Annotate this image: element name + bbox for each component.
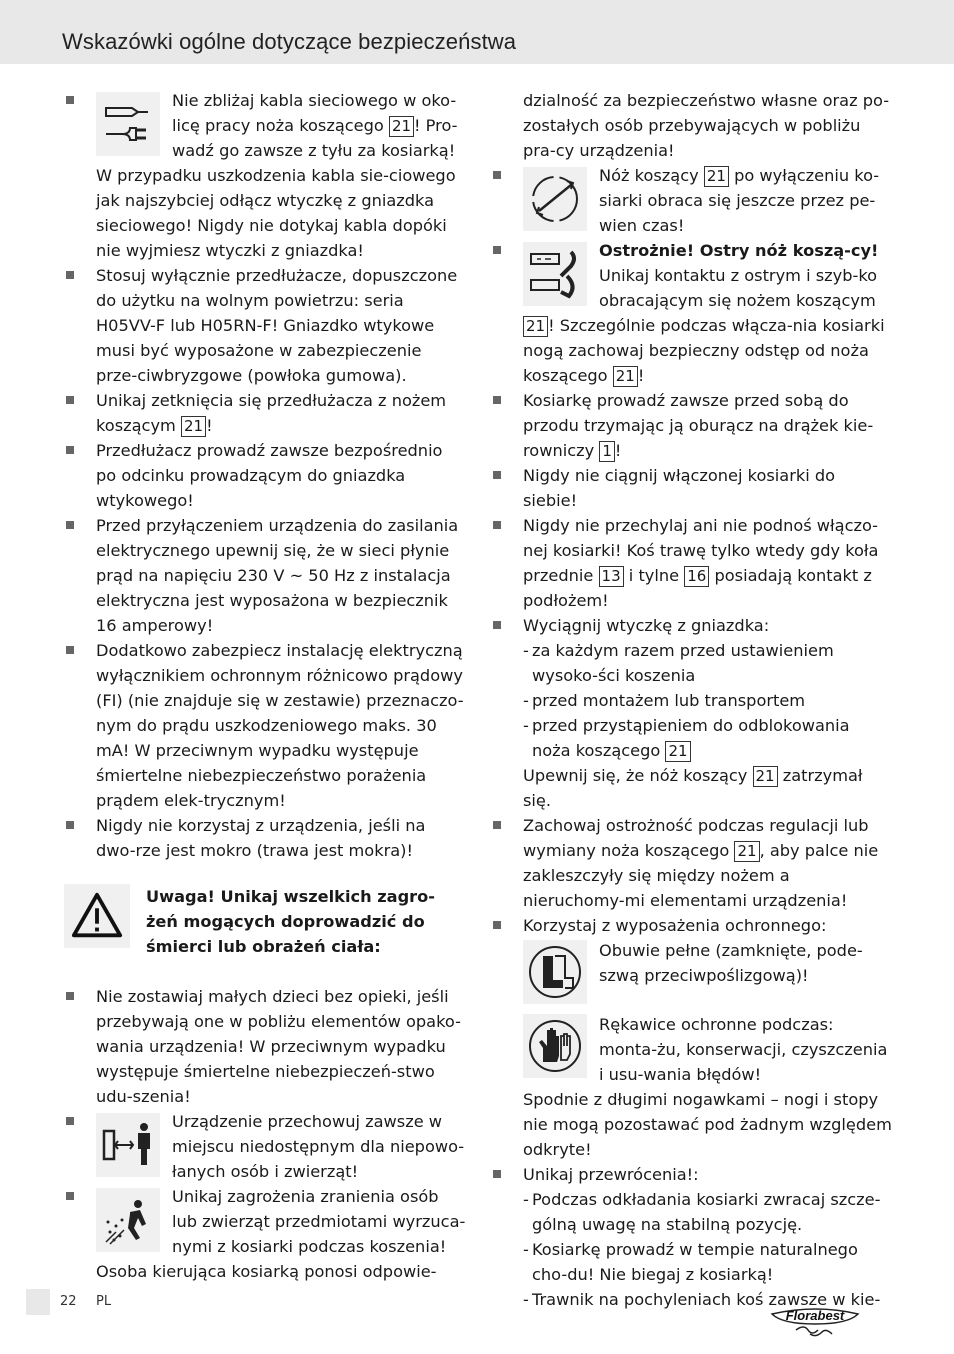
part-number: 21 <box>753 766 778 787</box>
part-number: 21 <box>613 366 638 387</box>
sub-item: - za każdym razem przed ustawieniem wysoko-ści koszenia <box>523 641 834 685</box>
cable-plug-icon <box>96 92 160 156</box>
item-text: posiadają kontakt z podłożem! <box>523 566 872 610</box>
list-item <box>489 388 893 463</box>
warning-box <box>64 884 466 959</box>
item-text: Nigdy nie korzystaj z urządzenia, jeśli na dwo-rze jest mokro (trawa jest mokra)! <box>96 816 426 860</box>
warning-triangle-icon <box>64 884 130 948</box>
item-text: i tylne <box>628 566 680 585</box>
item-text: Unikaj zagrożenia zranienia osób lub zwierząt przedmiotami wyrzuca-nymi z kosiarki podczas koszenia! Osoba kierująca kosiarką ponosi odpowie- <box>96 1187 466 1281</box>
bullet <box>66 1192 74 1200</box>
bullet <box>493 246 501 254</box>
bullet <box>66 396 74 404</box>
list-item <box>62 984 466 1109</box>
bullet <box>493 621 501 629</box>
list-item <box>62 88 466 263</box>
bullet <box>66 821 74 829</box>
item-text: Przed przyłączeniem urządzenia do zasilania elektrycznego upewnij się, że w sieci płynie prąd na napięciu 230 V ~ 50 Hz z instalacja elektryczna jest wyposażona w bezpiecznik 16 amperowy! <box>96 516 459 635</box>
paragraph <box>489 763 893 813</box>
sub-item: - przed przystąpieniem do odblokowania noża koszącego 21 <box>523 716 850 760</box>
list-item <box>62 638 466 813</box>
item-text: Unikaj zetknięcia się przedłużacza z nożem koszącym <box>96 391 447 435</box>
item-text: Nóż koszący <box>599 166 699 185</box>
bullet <box>66 271 74 279</box>
item-text: Rękawice ochronne podczas: monta-żu, konserwacji, czyszczenia i usu-wania błędów! <box>599 1015 888 1084</box>
part-number: 21 <box>523 316 548 337</box>
keep-away-icon <box>96 1113 160 1177</box>
part-number: 1 <box>599 441 615 462</box>
safety-boots-icon <box>523 940 587 1004</box>
bullet <box>493 471 501 479</box>
part-number: 21 <box>734 841 759 862</box>
page-number: 22 <box>60 1294 77 1309</box>
item-text: Urządzenie przechowuj zawsze w miejscu niedostępnym dla niepowo-łanych osób i zwierząt! <box>172 1112 465 1181</box>
item-text: Kosiarkę prowadź w tempie naturalnego cho-du! Nie biegaj z kosiarką! <box>532 1240 858 1284</box>
bullet <box>66 521 74 529</box>
item-text: Obuwie pełne (zamknięte, pode-szwą przeciwpoślizgową)! <box>599 941 863 985</box>
warning-text: Uwaga! Unikaj wszelkich zagro-żeń mogących doprowadzić do śmierci lub obrażeń ciała: <box>146 887 436 956</box>
sub-item: - Podczas odkładania kosiarki zwracaj szcze-gólną uwagę na stabilną pozycję. <box>523 1190 881 1234</box>
language-code: PL <box>96 1294 112 1309</box>
list-item <box>62 1184 466 1284</box>
item-text: Korzystaj z wyposażenia ochronnego: <box>523 916 827 935</box>
list-item <box>489 163 893 238</box>
item-text: ! Szczególnie podczas włącza-nia kosiarki nogą zachowaj bezpieczny odstęp od noża koszącego <box>523 316 885 385</box>
bullet <box>493 171 501 179</box>
protective-item <box>489 938 893 1008</box>
list-item <box>62 1109 466 1184</box>
item-text: , aby palce nie zakleszczyły się między nożem a nieruchomy-mi elementami urządzenia! <box>523 841 879 910</box>
item-text: Unikaj kontaktu z ostrym i szyb-ko obracającym się nożem koszącym <box>599 266 878 310</box>
list-item <box>62 263 466 388</box>
sharp-blade-icon <box>523 242 587 306</box>
item-text: za każdym razem przed ustawieniem wysoko-ści koszenia <box>532 641 834 685</box>
bullet <box>66 96 74 104</box>
bullet <box>493 1170 501 1178</box>
list-item <box>489 238 893 388</box>
bullet <box>66 1117 74 1125</box>
item-text: po wyłączeniu ko-siarki obraca się jeszcze przez pe-wien czas! <box>599 166 880 235</box>
bullet <box>493 921 501 929</box>
item-text: Trawnik na pochyleniach koś zawsze w kie- <box>532 1290 881 1309</box>
list-item <box>62 513 466 638</box>
sub-item: - Trawnik na pochyleniach koś zawsze w kie- <box>523 1290 881 1309</box>
item-text: Kosiarkę prowadź zawsze przed sobą do przodu trzymając ją oburącz na drążek kie-rowniczy <box>523 391 874 460</box>
part-number: 16 <box>684 566 709 587</box>
bullet <box>493 396 501 404</box>
bullet <box>493 821 501 829</box>
page-title: Wskazówki ogólne dotyczące bezpieczeństwa <box>62 29 517 54</box>
item-text: Nie zbliżaj kabla sieciowego w oko-licę pracy noża koszącego <box>172 91 457 135</box>
item-text: ! <box>614 441 622 460</box>
part-number: 13 <box>599 566 624 587</box>
continued-text: dzialność za bezpieczeństwo własne oraz po-zostałych osób przebywających w pobliżu pra-cy urządzenia! <box>523 91 890 160</box>
sub-item: - Kosiarkę prowadź w tempie naturalnego cho-du! Nie biegaj z kosiarką! <box>523 1240 858 1284</box>
footer-marker <box>26 1289 50 1315</box>
item-text: Stosuj wyłącznie przedłużacze, dopuszczone do użytku na wolnym powietrzu: seria H05VV-F lub H05RN-F! Gniazdko wtykowe musi być wyposażone w zabezpieczenie prze-ciwbryzgowe (powłoka gumowa). <box>96 266 458 385</box>
rotating-blade-icon <box>523 167 587 231</box>
list-item <box>62 813 466 863</box>
paragraph: Spodnie z długimi nogawkami – nogi i stopy nie mogą pozostawać pod żadnym względem odkryte! <box>523 1090 892 1159</box>
part-number: 21 <box>181 416 206 437</box>
item-text: Dodatkowo zabezpiecz instalację elektryczną wyłącznikiem ochronnym różnicowo prądowy (FI) (nie znajduje się w zestawie) przeznaczo-nym do prądu uszkodzeniowego maks. 30 mA! W przeciwnym wypadku występuje śmiertelne niebezpieczeństwo porażenia prądem elek-trycznym! <box>96 641 464 810</box>
bullet <box>493 521 501 529</box>
part-number: 21 <box>389 116 414 137</box>
item-text: ! <box>637 366 645 385</box>
list-item <box>489 463 893 513</box>
list-item <box>489 513 893 613</box>
item-text: Upewnij się, że nóż koszący <box>523 766 748 785</box>
item-text: Podczas odkładania kosiarki zwracaj szcze-gólną uwagę na stabilną pozycję. <box>532 1190 881 1234</box>
item-text: Nigdy nie przechylaj ani nie podnoś włączo-nej kosiarki! Koś trawę tylko wtedy gdy koła przednie <box>523 516 879 585</box>
list-item <box>489 813 893 913</box>
part-number: 21 <box>704 166 729 187</box>
page-header <box>0 0 954 64</box>
list-item <box>489 613 893 638</box>
item-text: przed montażem lub transportem <box>532 691 806 710</box>
right-column <box>489 88 893 1312</box>
item-text: przed przystąpieniem do odblokowania noża koszącego <box>532 716 850 760</box>
brand-name: Florabest <box>785 1308 845 1323</box>
bullet <box>66 992 74 1000</box>
item-text: ! Pro-wadź go zawsze z tyłu za kosiarką! W przypadku uszkodzenia kabla sie-ciowego jak najszybciej odłącz wtyczkę z gniazdka sieciowego! Nigdy nie dotykaj kabla dopóki nie wyjmiesz wtyczki z gniazdka! <box>96 116 458 260</box>
bullet <box>66 646 74 654</box>
bullet <box>66 446 74 454</box>
part-number: 21 <box>665 741 690 762</box>
list-item <box>62 388 466 438</box>
list-item <box>62 438 466 513</box>
item-bold-text: Ostrożnie! Ostry nóż koszą-cy! <box>599 241 879 260</box>
item-text: Unikaj przewrócenia!: <box>523 1165 699 1184</box>
item-text: Zachowaj ostrożność podczas regulacji lub wymiany noża koszącego <box>523 816 869 860</box>
list-item <box>489 913 893 938</box>
protective-item <box>489 1012 893 1087</box>
item-text: ! <box>206 416 213 435</box>
gloves-icon <box>523 1014 587 1078</box>
item-text: Przedłużacz prowadź zawsze bezpośrednio po odcinku prowadzącym do gniazdka wtykowego! <box>96 441 443 510</box>
sub-item: - przed montażem lub transportem <box>523 691 806 710</box>
item-text: zatrzymał się. <box>523 766 863 810</box>
item-text: Nie zostawiaj małych dzieci bez opieki, jeśli przebywają one w pobliżu elementów opako-wania urządzenia! W przeciwnym wypadku występuje śmiertelne niebezpieczeń-stwo udu-szenia! <box>96 987 461 1106</box>
brand-logo <box>766 1304 864 1342</box>
item-text: Nigdy nie ciągnij włączonej kosiarki do siebie! <box>523 466 836 510</box>
item-text: Wyciągnij wtyczkę z gniazdka: <box>523 616 770 635</box>
flying-debris-icon <box>96 1188 160 1252</box>
list-item <box>489 1162 893 1187</box>
left-column <box>62 88 466 1284</box>
